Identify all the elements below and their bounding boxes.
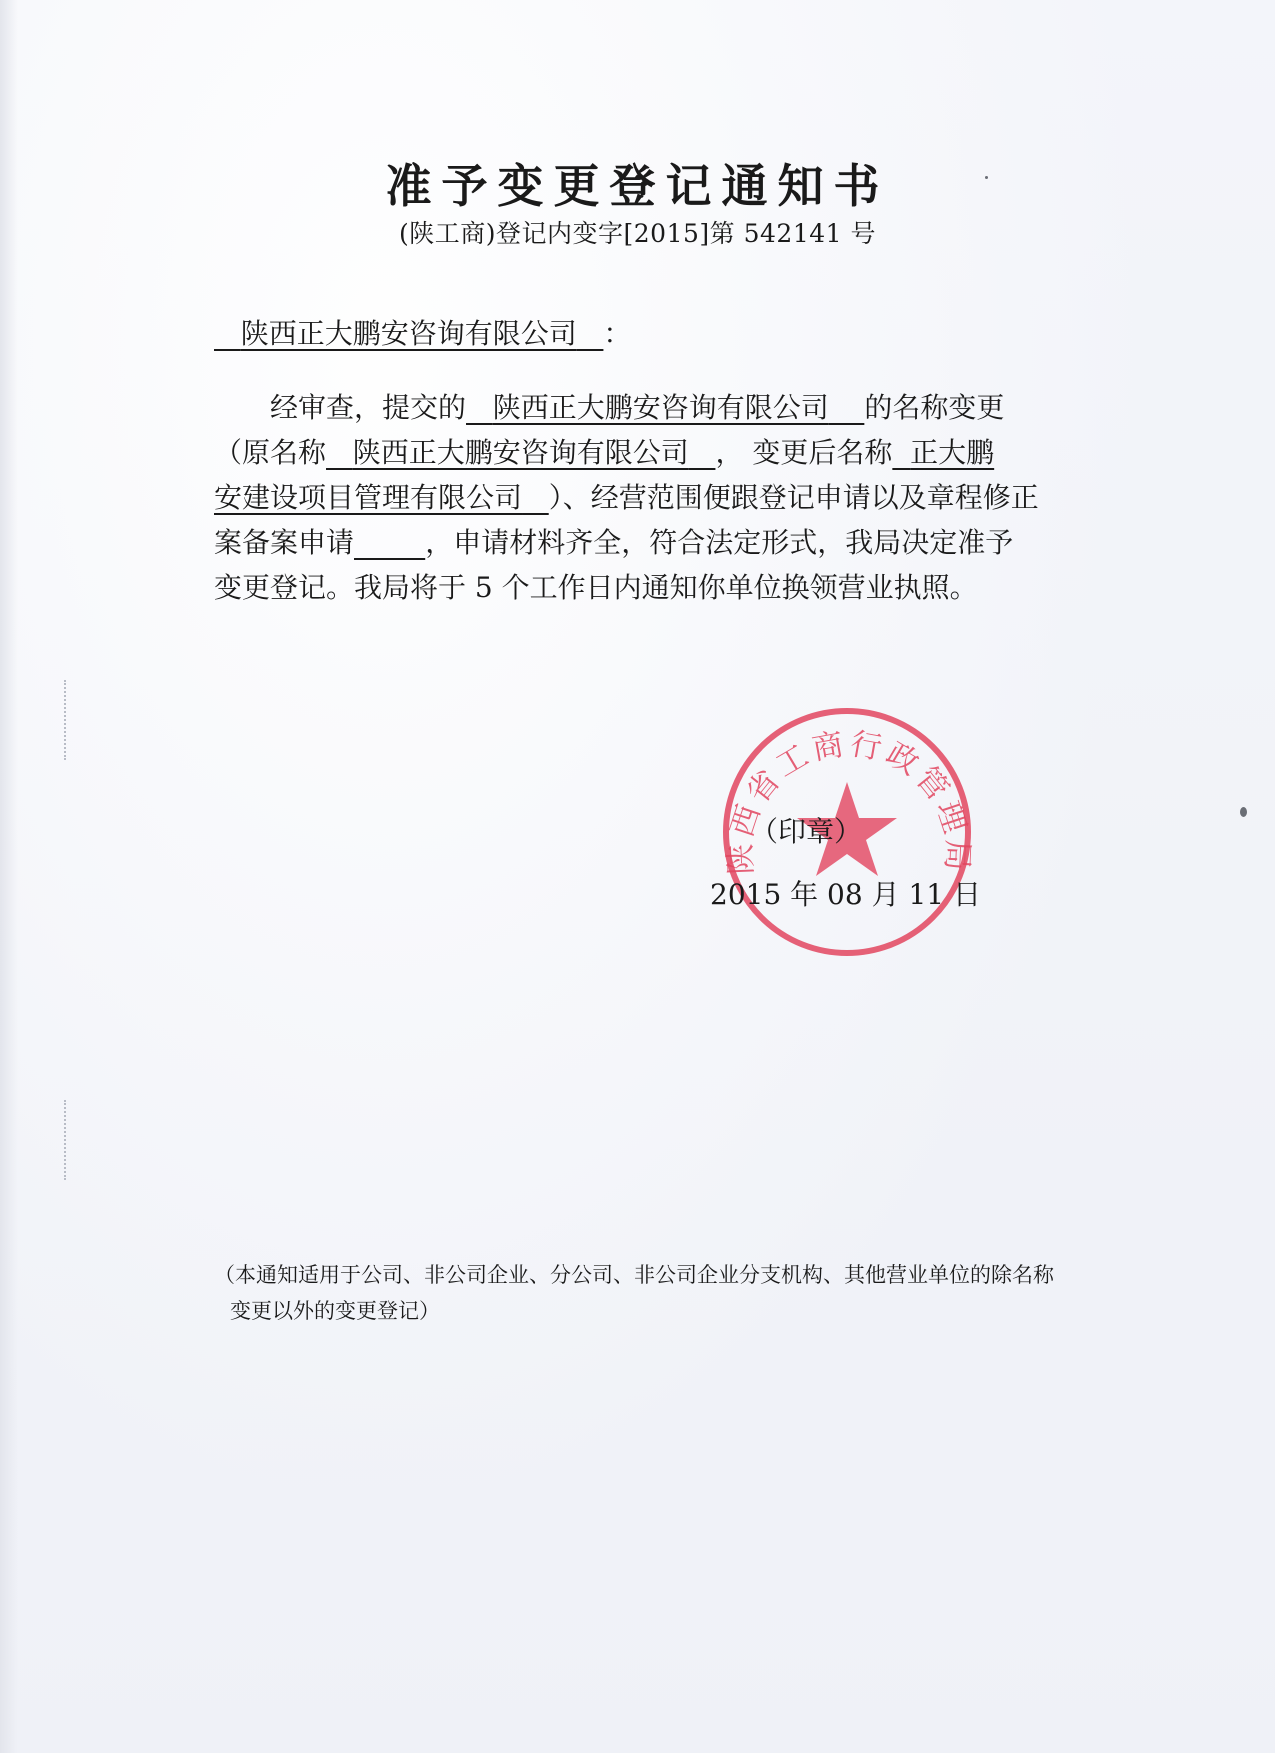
notice-body bbox=[214, 385, 1084, 610]
page-edge-shadow bbox=[0, 0, 18, 1753]
footnote-line-2: 变更以外的变更登记） bbox=[230, 1299, 440, 1323]
new-name-part1: 正大鹏 bbox=[910, 436, 995, 469]
issue-date: 2015 年 08 月 11 日 bbox=[710, 878, 982, 911]
seal-text: 陕西省工商行政管理局 bbox=[722, 725, 976, 876]
body-line-4: 案备案申请 ，申请材料齐全，符合法定形式，我局决定准予 bbox=[214, 526, 1014, 559]
addressee bbox=[214, 312, 631, 352]
addressee-name: 陕西正大鹏安咨询有限公司 bbox=[240, 317, 577, 350]
addressee-colon: ： bbox=[603, 317, 632, 350]
applicant-company: 陕西正大鹏安咨询有限公司 bbox=[492, 391, 829, 424]
body-line-2: （原名称 陕西正大鹏安咨询有限公司 ， 变更后名称 正大鹏 bbox=[214, 436, 995, 469]
body-line-3: 安建设项目管理有限公司 ）、经营范围便跟登记申请以及章程修正 bbox=[214, 481, 1039, 514]
original-name: 陕西正大鹏安咨询有限公司 bbox=[352, 436, 689, 469]
binding-mark bbox=[64, 680, 70, 760]
new-name-part2: 安建设项目管理有限公司 bbox=[214, 481, 523, 514]
body-line-1: 经审查，提交的 陕西正大鹏安咨询有限公司 的名称变更 bbox=[270, 391, 1005, 424]
document-title: 准予变更登记通知书 bbox=[385, 159, 890, 213]
blank-field bbox=[354, 526, 425, 559]
document-number: (陕工商)登记内变字[2015]第 542141 号 bbox=[399, 219, 876, 248]
seal-label: （印章） bbox=[750, 815, 863, 848]
scan-speck bbox=[1240, 807, 1247, 817]
footnote bbox=[214, 1257, 1114, 1329]
binding-mark bbox=[64, 1100, 70, 1180]
footnote-line-1: （本通知适用于公司、非公司企业、分公司、非公司企业分支机构、其他营业单位的除名称 bbox=[214, 1263, 1054, 1287]
scan-speck bbox=[985, 176, 988, 179]
body-line-5: 变更登记。我局将于 5 个工作日内通知你单位换领营业执照。 bbox=[214, 571, 978, 604]
